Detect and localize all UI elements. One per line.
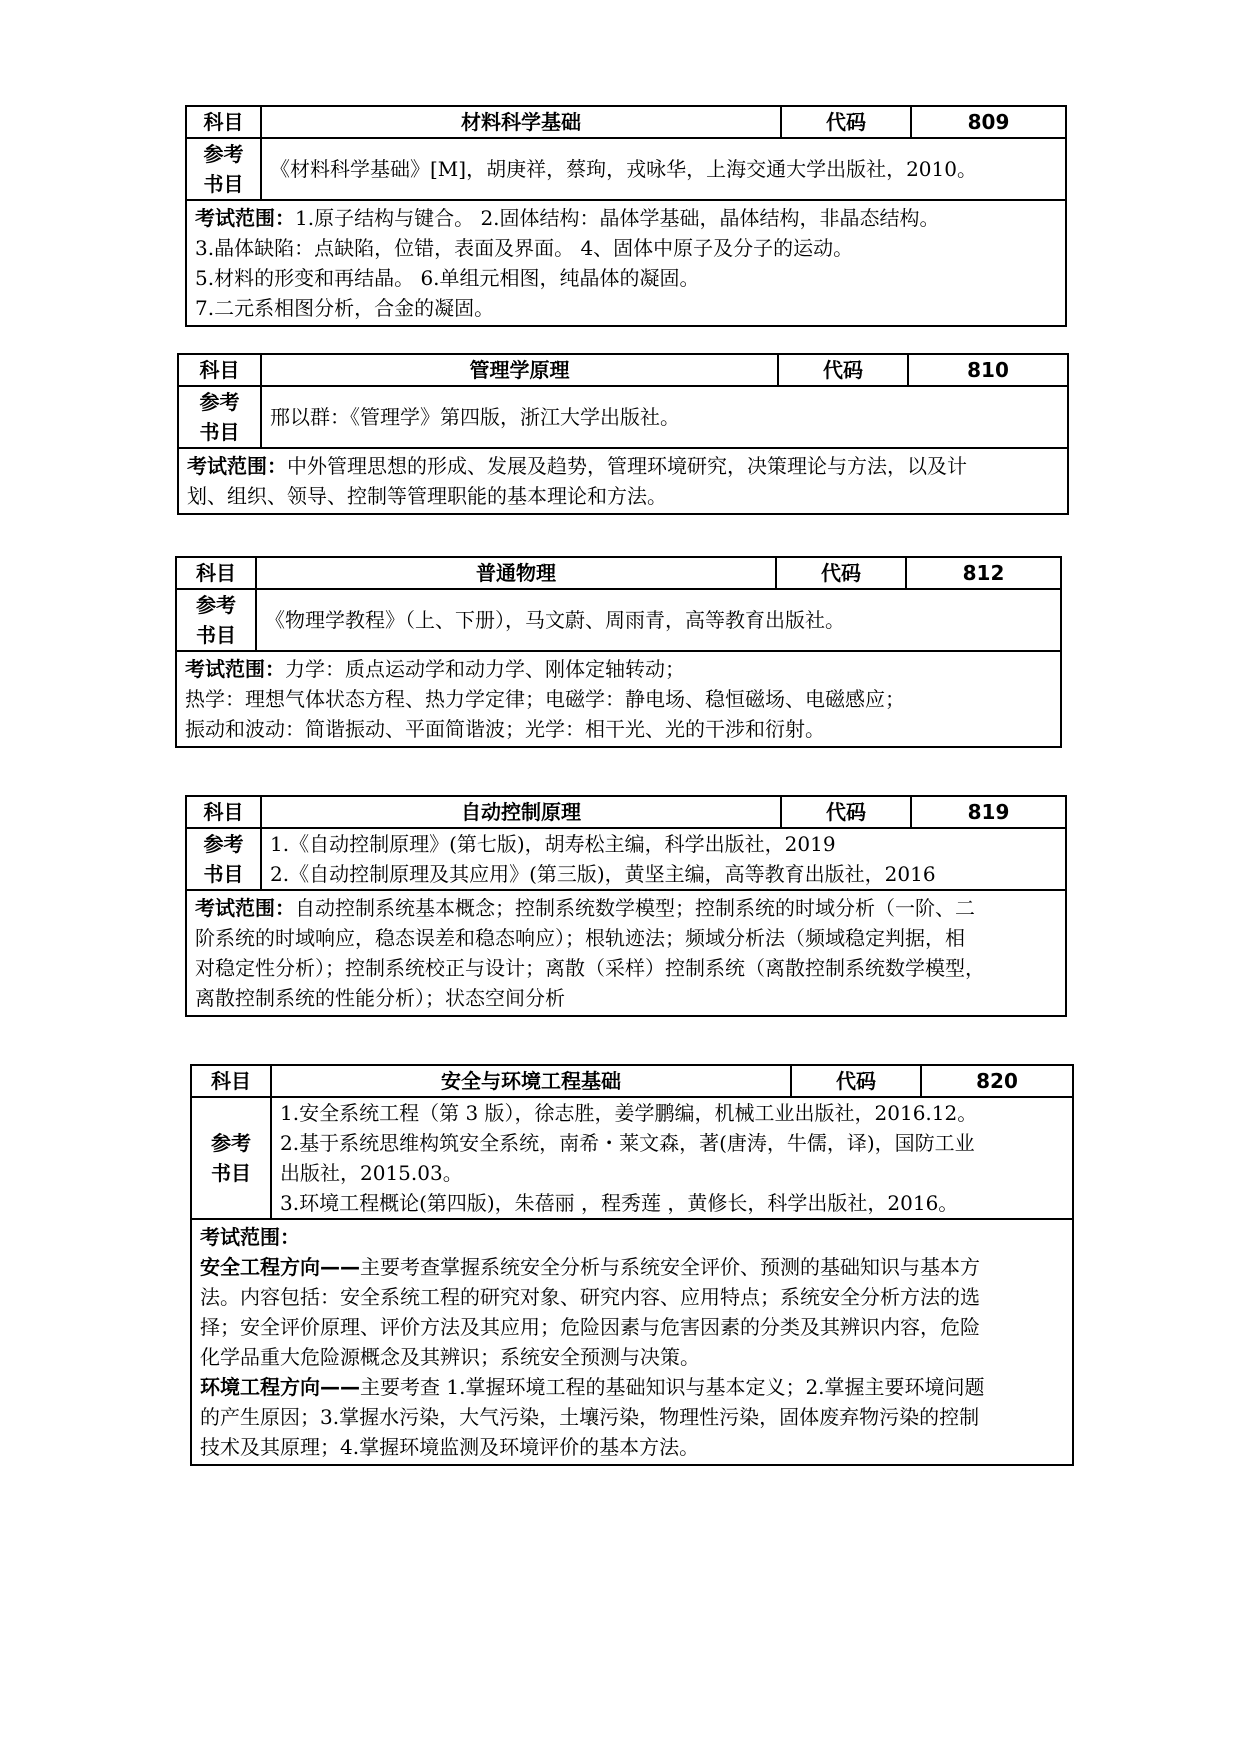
subject-name: 安全与环境工程基础 <box>271 1065 791 1097</box>
code-label: 代码 <box>791 1065 921 1097</box>
scope-line: 7.二元系相图分析，合金的凝固。 <box>195 296 495 320</box>
exam-scope <box>176 651 1061 747</box>
subject-code: 809 <box>911 106 1066 138</box>
reference-books <box>261 828 1066 890</box>
ref-label-line1: 参考 <box>211 1131 251 1155</box>
scope-line: 中外管理思想的形成、发展及趋势，管理环境研究，决策理论与方法，以及计 <box>287 454 967 478</box>
subject-table-819 <box>185 795 1067 1017</box>
subject-code: 810 <box>908 354 1068 386</box>
ref-label-line1: 参考 <box>199 390 240 414</box>
subject-code: 819 <box>911 796 1066 828</box>
ref-label-line2: 书目 <box>199 420 240 444</box>
scope-line: 热学：理想气体状态方程、热力学定律；电磁学：静电场、稳恒磁场、电磁感应； <box>185 687 905 711</box>
scope-line: 择；安全评价原理、评价方法及其应用；危险因素与危害因素的分类及其辨识内容，危险 <box>200 1315 980 1339</box>
reference-books <box>271 1097 1073 1219</box>
subject-label: 科目 <box>176 557 256 589</box>
scope-line: 振动和波动：简谐振动、平面简谐波；光学：相干光、光的干涉和衍射。 <box>185 717 825 741</box>
subject-name: 材料科学基础 <box>261 106 781 138</box>
reference-books-label <box>186 138 261 200</box>
scope-line: 主要考查掌握系统安全分析与系统安全评价、预测的基础知识与基本方 <box>360 1255 980 1279</box>
reference-books-label <box>191 1097 271 1219</box>
scope-line: 1.原子结构与键合。 2.固体结构：晶体学基础，晶体结构，非晶态结构。 <box>295 206 940 230</box>
scope-line: 力学：质点运动学和动力学、刚体定轴转动； <box>285 657 685 681</box>
book-line: 2.《自动控制原理及其应用》(第三版)，黄坚主编，高等教育出版社，2016 <box>270 862 936 886</box>
ref-label-line1: 参考 <box>203 142 244 166</box>
reference-books-label <box>186 828 261 890</box>
subject-code: 820 <box>921 1065 1073 1097</box>
subject-code: 812 <box>906 557 1061 589</box>
scope-line: 划、组织、领导、控制等管理职能的基本理论和方法。 <box>187 484 667 508</box>
scope-line: 化学品重大危险源概念及其辨识；系统安全预测与决策。 <box>200 1345 700 1369</box>
subject-table-812 <box>175 556 1062 748</box>
reference-books: 邢以群：《管理学》第四版，浙江大学出版社。 <box>261 386 1068 448</box>
scope-line: 法。内容包括：安全系统工程的研究对象、研究内容、应用特点；系统安全分析方法的选 <box>200 1285 980 1309</box>
exam-scope-label: 考试范围： <box>200 1225 300 1249</box>
book-line: 1.《自动控制原理》(第七版)，胡寿松主编，科学出版社，2019 <box>270 832 836 856</box>
subject-name: 自动控制原理 <box>261 796 781 828</box>
book-line: 3.环境工程概论(第四版)，朱蓓丽 ，程秀莲 ，黄修长，科学出版社，2016。 <box>280 1191 959 1215</box>
scope-line: 的产生原因；3.掌握水污染，大气污染，土壤污染，物理性污染，固体废弃物污染的控制 <box>200 1405 980 1429</box>
code-label: 代码 <box>781 796 911 828</box>
exam-scope <box>186 200 1066 326</box>
environment-direction-heading: 环境工程方向—— <box>200 1375 360 1399</box>
subject-table-820 <box>190 1064 1074 1466</box>
code-label: 代码 <box>781 106 911 138</box>
safety-direction-heading: 安全工程方向—— <box>200 1255 360 1279</box>
subject-label: 科目 <box>186 106 261 138</box>
reference-books: 《材料科学基础》[M]，胡庚祥，蔡珣，戎咏华，上海交通大学出版社，2010。 <box>261 138 1066 200</box>
scope-line: 自动控制系统基本概念；控制系统数学模型；控制系统的时域分析（一阶、二 <box>295 896 975 920</box>
ref-label-line2: 书目 <box>196 623 236 647</box>
exam-scope-label: 考试范围： <box>195 896 295 920</box>
subject-label: 科目 <box>178 354 261 386</box>
scope-line: 阶系统的时域响应，稳态误差和稳态响应）；根轨迹法；频域分析法（频域稳定判据，相 <box>195 926 965 950</box>
exam-scope-label: 考试范围： <box>195 206 295 230</box>
book-line: 出版社，2015.03。 <box>280 1161 463 1185</box>
scope-line: 主要考查 1.掌握环境工程的基础知识与基本定义；2.掌握主要环境问题 <box>360 1375 985 1399</box>
reference-books-label <box>176 589 256 651</box>
ref-label-line1: 参考 <box>203 832 244 856</box>
reference-books-label <box>178 386 261 448</box>
reference-books: 《物理学教程》（上、下册），马文蔚、周雨青，高等教育出版社。 <box>256 589 1061 651</box>
subject-table-809 <box>185 105 1067 327</box>
code-label: 代码 <box>776 557 906 589</box>
subject-table-810 <box>177 353 1069 515</box>
scope-line: 技术及其原理；4.掌握环境监测及环境评价的基本方法。 <box>200 1435 700 1459</box>
exam-scope <box>191 1219 1073 1465</box>
subject-name: 管理学原理 <box>261 354 778 386</box>
exam-scope-label: 考试范围： <box>185 657 285 681</box>
subject-label: 科目 <box>186 796 261 828</box>
scope-line: 对稳定性分析）；控制系统校正与设计；离散（采样）控制系统（离散控制系统数学模型， <box>195 956 985 980</box>
ref-label-line1: 参考 <box>196 593 236 617</box>
exam-scope <box>178 448 1068 514</box>
ref-label-line2: 书目 <box>203 862 244 886</box>
scope-line: 离散控制系统的性能分析）；状态空间分析 <box>195 986 565 1010</box>
ref-label-line2: 书目 <box>203 172 244 196</box>
ref-label-line2: 书目 <box>211 1161 251 1185</box>
book-line: 2.基于系统思维构筑安全系统，南希・莱文森，著(唐涛，牛儒，译)，国防工业 <box>280 1131 975 1155</box>
scope-line: 5.材料的形变和再结晶。 6.单组元相图，纯晶体的凝固。 <box>195 266 700 290</box>
exam-scope <box>186 890 1066 1016</box>
subject-label: 科目 <box>191 1065 271 1097</box>
scope-line: 3.晶体缺陷：点缺陷，位错，表面及界面。 4、固体中原子及分子的运动。 <box>195 236 854 260</box>
exam-scope-label: 考试范围： <box>187 454 287 478</box>
subject-name: 普通物理 <box>256 557 776 589</box>
code-label: 代码 <box>778 354 908 386</box>
book-line: 1.安全系统工程（第 3 版），徐志胜，姜学鹏编，机械工业出版社，2016.12。 <box>280 1101 978 1125</box>
